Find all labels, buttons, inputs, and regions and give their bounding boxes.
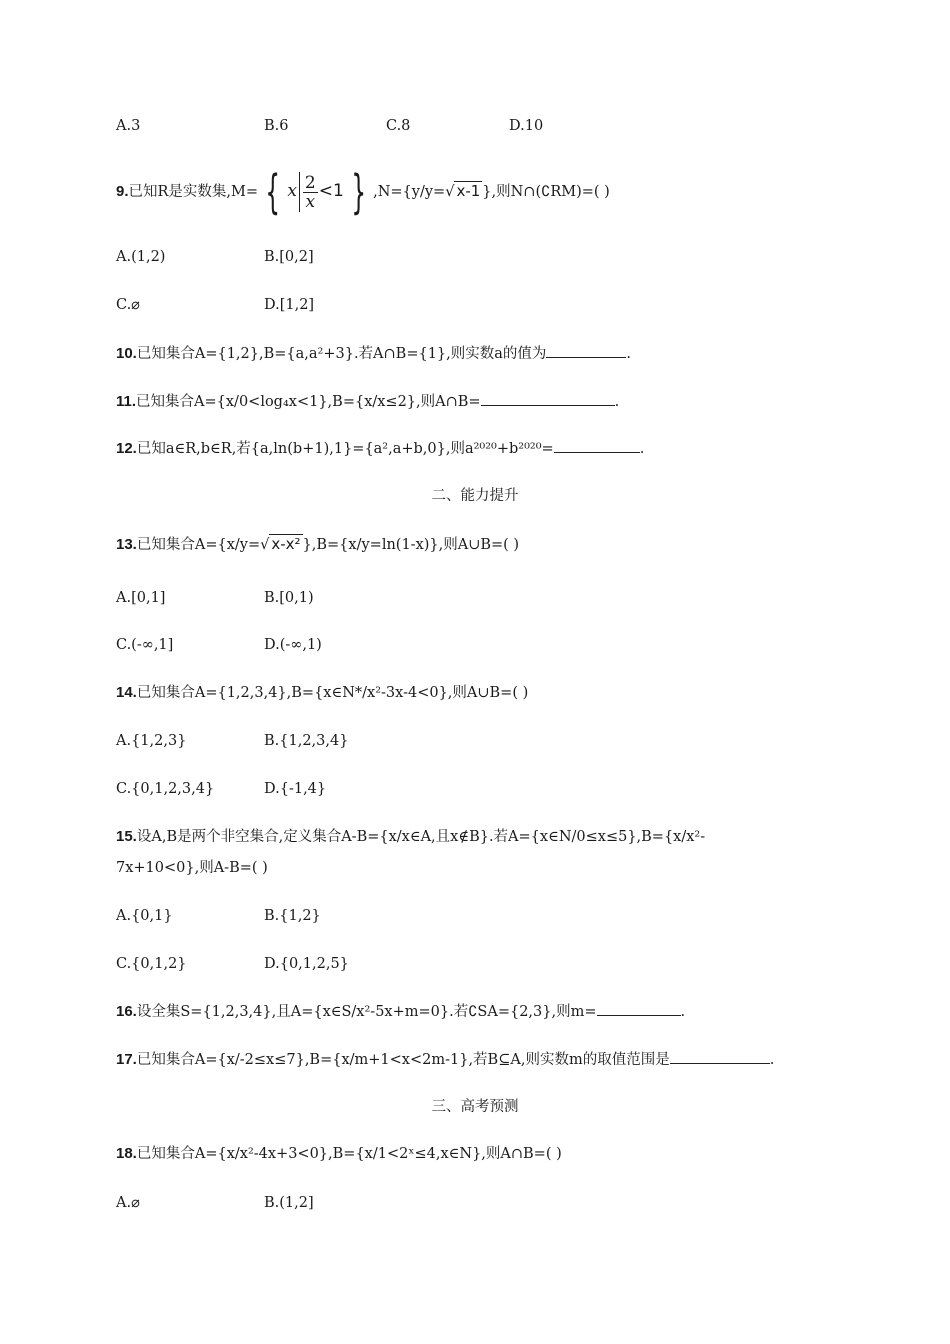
q9-option-a: A.(1,2) <box>116 249 166 265</box>
q11-end: . <box>614 394 620 410</box>
q10-end: . <box>626 346 632 362</box>
question-11 <box>116 391 619 412</box>
q14-option-c: C.{0,1,2,3,4} <box>116 781 215 797</box>
fraction-numerator: 2 <box>304 172 316 193</box>
q9-suffix: },则N∩(∁RM)=( ) <box>482 184 610 200</box>
answer-blank[interactable] <box>670 1049 770 1064</box>
q13-prefix: 已知集合A={x/y= <box>136 537 261 553</box>
q14-option-a: A.{1,2,3} <box>116 733 187 749</box>
question-17 <box>116 1049 774 1070</box>
sqrt-sign: √ <box>260 537 270 553</box>
question-9 <box>116 165 610 219</box>
q13-option-b: B.[0,1) <box>264 590 314 606</box>
q13-option-d: D.(-∞,1) <box>264 637 322 653</box>
q18-option-a: A.⌀ <box>116 1195 140 1211</box>
q12-end: . <box>639 441 645 457</box>
question-number: 12. <box>116 440 137 457</box>
q13-option-a: A.[0,1] <box>116 590 166 606</box>
question-number: 15. <box>116 828 137 845</box>
answer-blank[interactable] <box>554 438 640 453</box>
inequality: <1 <box>318 181 344 201</box>
question-18 <box>116 1144 562 1164</box>
q15-option-b: B.{1,2} <box>264 908 321 924</box>
q15-option-a: A.{0,1} <box>116 908 173 924</box>
section-heading-exam-forecast: 三、高考预测 <box>431 1099 519 1115</box>
q12-text: 已知a∈R,b∈R,若{a,ln(b+1),1}={a²,a+b,0},则a²⁰²⁰+b²⁰²⁰= <box>136 441 554 457</box>
q16-text: 设全集S={1,2,3,4},且A={x∈S/x²-5x+m=0}.若∁SA={2,3},则m= <box>136 1004 597 1020</box>
q8-option-d: D.10 <box>509 118 544 134</box>
q8-option-c: C.8 <box>386 118 411 134</box>
q9-option-b: B.[0,2] <box>264 249 314 265</box>
question-16 <box>116 1001 685 1022</box>
right-brace: } <box>351 165 366 219</box>
question-number: 16. <box>116 1003 137 1020</box>
q13-option-c: C.(-∞,1] <box>116 637 174 653</box>
q10-text: 已知集合A={1,2},B={a,a²+3}.若A∩B={1},则实数a的值为 <box>136 346 547 362</box>
question-number: 11. <box>116 393 137 410</box>
question-number: 14. <box>116 684 137 701</box>
question-15-line-1 <box>116 827 705 847</box>
section-heading-ability: 二、能力提升 <box>431 488 519 504</box>
left-brace: { <box>265 165 281 219</box>
q9-prefix: 已知R是实数集,M= <box>128 184 259 200</box>
question-number: 9. <box>116 183 129 200</box>
set-bar <box>299 172 300 212</box>
q14-text: 已知集合A={1,2,3,4},B={x∈N*/x²-3x-4<0},则A∪B=( ) <box>136 685 529 701</box>
q18-text: 已知集合A={x/x²-4x+3<0},B={x/1<2ˣ≤4,x∈N},则A∩B=( ) <box>136 1146 562 1162</box>
q13-suffix: },B={x/y=ln(1-x)},则A∪B=( ) <box>302 537 520 553</box>
question-number: 10. <box>116 345 137 362</box>
question-12 <box>116 438 644 459</box>
radicand: x-x² <box>271 535 301 553</box>
question-number: 18. <box>116 1145 137 1162</box>
radicand: x-1 <box>456 182 481 200</box>
question-10 <box>116 343 631 364</box>
question-number: 17. <box>116 1051 137 1068</box>
q18-option-b: B.(1,2] <box>264 1195 314 1211</box>
q17-text: 已知集合A={x/-2≤x≤7},B={x/m+1<x<2m-1},若B⊆A,则实数m的取值范围是 <box>136 1052 670 1068</box>
fraction-denominator: x <box>305 191 316 212</box>
q14-option-d: D.{-1,4} <box>264 781 327 797</box>
q15-option-c: C.{0,1,2} <box>116 956 187 972</box>
q8-option-a: A.3 <box>116 118 141 134</box>
fraction <box>303 174 318 211</box>
question-13 <box>116 534 519 555</box>
q15-line-1: 设A,B是两个非空集合,定义集合A-B={x/x∈A,且x∉B}.若A={x∈N/0≤x≤5},B={x/x²- <box>136 829 706 845</box>
q17-end: . <box>769 1052 775 1068</box>
q8-option-b: B.6 <box>264 118 289 134</box>
question-number: 13. <box>116 536 137 553</box>
q11-text: 已知集合A={x/0<log₄x<1},B={x/x≤2},则A∩B= <box>136 394 481 410</box>
q9-option-d: D.[1,2] <box>264 297 315 313</box>
q9-mid: ,N={y/y= <box>373 184 446 200</box>
answer-blank[interactable] <box>481 391 615 406</box>
answer-blank[interactable] <box>546 343 626 358</box>
q15-option-d: D.{0,1,2,5} <box>264 956 349 972</box>
question-14 <box>116 683 528 703</box>
sqrt-sign: √ <box>445 184 455 200</box>
question-15-line-2: 7x+10<0},则A-B=( ) <box>116 860 268 876</box>
q14-option-b: B.{1,2,3,4} <box>264 733 349 749</box>
q9-option-c: C.⌀ <box>116 297 140 313</box>
q16-end: . <box>680 1004 686 1020</box>
answer-blank[interactable] <box>597 1001 681 1016</box>
set-variable: x <box>287 181 297 201</box>
